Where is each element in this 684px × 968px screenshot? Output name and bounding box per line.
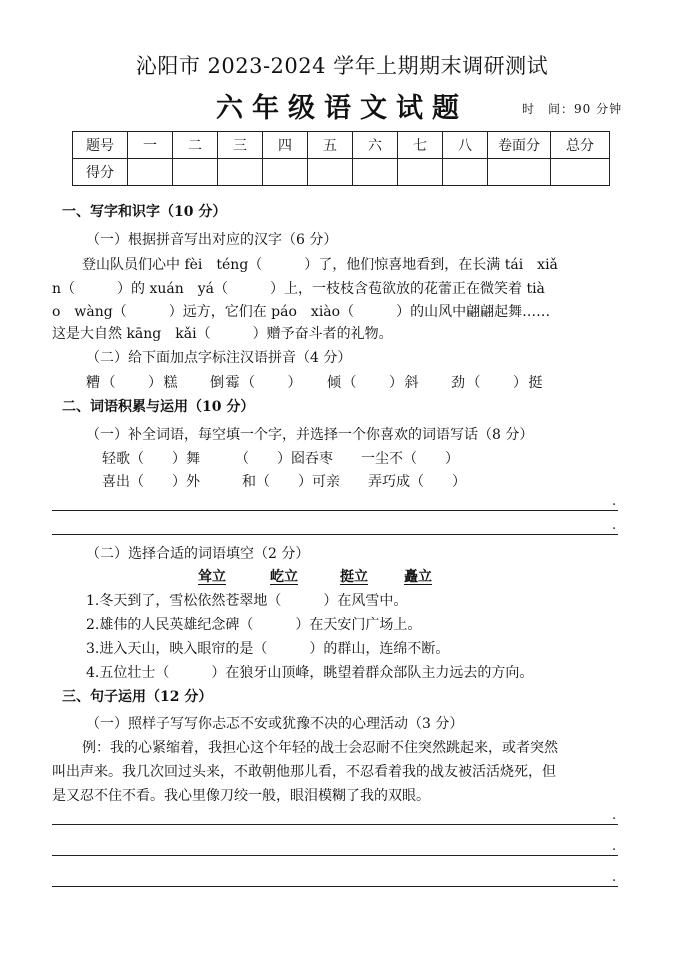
line-end-mark: . — [612, 808, 617, 823]
answer-line[interactable] — [52, 886, 618, 887]
answer-line[interactable] — [52, 824, 618, 825]
section-heading: 一、写字和识字（10 分） — [62, 204, 227, 220]
score-input-cell[interactable] — [551, 159, 610, 186]
question-heading: （一）照样子写写你忐忑不安或犹豫不决的心理活动（3 分） — [86, 716, 464, 732]
fill-blank-item: 4.五位壮士（ ）在狼牙山顶峰，眺望着群众部队主力远去的方向。 — [86, 665, 534, 681]
score-table-header-row — [73, 132, 610, 159]
exam-title: 沁阳市 2023-2024 学年上期期末调研测试 — [135, 54, 549, 78]
score-cell: 二 — [173, 132, 218, 159]
word-choice: 屹立 — [270, 569, 298, 585]
score-input-cell[interactable] — [443, 159, 488, 186]
score-input-cell[interactable] — [353, 159, 398, 186]
score-input-cell[interactable] — [398, 159, 443, 186]
fill-blank-item: 2.雄伟的人民英雄纪念碑（ ）在天安门广场上。 — [86, 617, 422, 633]
line-end-mark: . — [612, 494, 617, 509]
section-heading: 二、词语积累与运用（10 分） — [62, 399, 255, 415]
score-table-score-row — [73, 159, 610, 186]
score-input-cell[interactable] — [173, 159, 218, 186]
score-input-cell[interactable] — [488, 159, 551, 186]
question-heading: （一）根据拼音写出对应的汉字（6 分） — [86, 232, 338, 248]
answer-line[interactable] — [52, 855, 618, 856]
question-heading: （二）给下面加点字标注汉语拼音（4 分） — [86, 350, 352, 366]
section-heading: 三、句子运用（12 分） — [62, 689, 213, 705]
fill-blank-item: 1.冬天到了，雪松依然苍翠地（ ）在风雪中。 — [86, 593, 408, 609]
score-cell: 六 — [353, 132, 398, 159]
line-end-mark: . — [612, 518, 617, 533]
word-choice: 矗立 — [404, 569, 432, 585]
example-line: 叫出声来。我几次回过头来，不敢朝他那儿看，不忍看着我的战友被活活烧死，但 — [52, 764, 556, 780]
word-choice: 耸立 — [198, 569, 226, 585]
score-cell: 总分 — [551, 132, 610, 159]
question-line: 糟（ ）糕 倒霉（ ） 倾（ ）斜 劲（ ）挺 — [86, 375, 544, 391]
score-cell: 卷面分 — [488, 132, 551, 159]
question-line: 登山队员们心中 fèi téng（ ）了，他们惊喜地看到，在长满 tái xiǎ — [82, 257, 558, 273]
question-line: n（ ）的 xuán yá（ ）上，一枝枝含苞欲放的花蕾正在微笑着 tià — [52, 281, 545, 297]
score-cell: 五 — [308, 132, 353, 159]
score-input-cell[interactable] — [308, 159, 353, 186]
score-cell: 三 — [218, 132, 263, 159]
question-line: o wàng（ ）远方，它们在 páo xiào（ ）的山风中翩翩起舞…… — [52, 304, 551, 320]
line-end-mark: . — [612, 870, 617, 885]
score-input-cell[interactable] — [218, 159, 263, 186]
question-heading: （二）选择合适的词语填空（2 分） — [86, 546, 310, 562]
answer-line[interactable] — [52, 510, 618, 511]
line-end-mark: . — [612, 839, 617, 854]
exam-time: 时 间：90 分钟 — [522, 102, 623, 116]
score-cell: 七 — [398, 132, 443, 159]
score-table — [72, 131, 610, 186]
question-line: 喜出（ ）外 和（ ）可亲 弄巧成（ ） — [102, 474, 466, 490]
fill-blank-item: 3.进入天山，映入眼帘的是（ ）的群山，连绵不断。 — [86, 641, 450, 657]
question-heading: （一）补全词语，每空填一个字，并选择一个你喜欢的词语写话（8 分） — [86, 427, 534, 443]
score-cell: 得分 — [73, 159, 128, 186]
score-cell: 题号 — [73, 132, 128, 159]
exam-subtitle: 六年级语文试题 — [216, 93, 468, 124]
score-input-cell[interactable] — [263, 159, 308, 186]
word-choice: 挺立 — [340, 569, 368, 585]
score-cell: 八 — [443, 132, 488, 159]
score-input-cell[interactable] — [128, 159, 173, 186]
score-cell: 一 — [128, 132, 173, 159]
answer-line[interactable] — [52, 534, 618, 535]
question-line: 这是大自然 kāng kǎi（ ）赠予奋斗者的礼物。 — [52, 326, 393, 342]
score-cell: 四 — [263, 132, 308, 159]
example-line: 是又忍不住不看。我心里像刀绞一般，眼泪模糊了我的双眼。 — [52, 788, 430, 804]
question-line: 轻歌（ ）舞 （ ）囵吞枣 一尘不（ ） — [102, 451, 459, 467]
example-line: 例：我的心紧缩着，我担心这个年轻的战士会忍耐不住突然跳起来，或者突然 — [82, 740, 558, 756]
